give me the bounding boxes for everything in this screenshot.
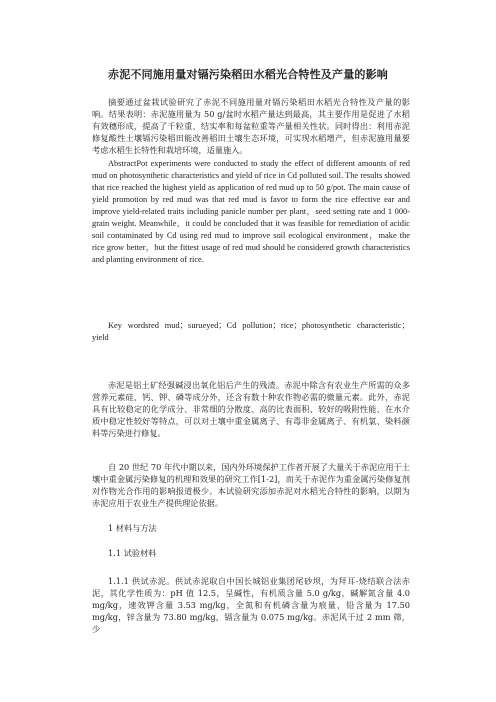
section-heading-materials-methods: 1 材料与方法	[108, 523, 157, 533]
subsection-heading-test-materials: 1.1 试验材料	[108, 548, 157, 558]
keywords: Key wordsred mud；surueyed；Cd pollution；rice；photosynthetic characteristic；yield	[92, 321, 410, 342]
abstract-english: AbstractPot experiments were conducted to study the effect of different amounts of red mud on photosynthetic characteristics and yield of rice in Cd polluted soil. The results showed that rice reached the highest yield as application of red mud up to 50 g/pot. The main cause of yield promotion by red mud was that red mud is favor to form the rice effective ear and improve yield-related traits including panicle number per plant，seed setting rate and 1 000-grain weight. Meanwhile，it could be concluded that it was feasible for remediation of acidic soil contaminated by Cd using red mud to improve soil ecological environment，make the rice grow better，but the fittest usage of red mud should be considered growth characteristics and planting environment of rice.	[92, 159, 410, 264]
paper-title: 赤泥不同施用量对镉污染稻田水稻光合特性及产量的影响	[108, 68, 388, 81]
paragraph-red-mud: 1.1.1 供试赤泥。供试赤泥取自中国长城铝业集团尾砂坝，为拜耳-烧结联合法赤泥，其化学性质为：pH 值 12.5，呈碱性，有机质含量 5.0 g/kg，碱解氮含量 4.0 mg/kg，速效钾含量 3.53 mg/kg，全氮和有机磷含量为痕量，铅含量为 17.50 mg/kg，锌含量为 73.80 mg/kg，镉含量为 0.075 mg/kg。赤泥风干过 2 mm 筛，少	[92, 576, 410, 634]
intro-paragraph-1: 赤泥是铝土矿经强碱浸出氧化铝后产生的残渣。赤泥中除含有农业生产所需的众多营养元素硅、钙、钾、磷等成分外，还含有数十种农作物必需的微量元素。此外，赤泥具有比较稳定的化学成分、非常细的分散度、高的比表面积、较好的吸附性能、在水介质中稳定性较好等特点，可以对土壤中重金属离子、有毒非金属离子、有机氯、染料颜料等污染进行修复。	[92, 380, 410, 438]
abstract-chinese: 摘要通过盆栽试验研究了赤泥不同施用量对镉污染稻田水稻光合特性及产量的影响。结果表明：赤泥施用量为 50 g/盆时水稻产量达到最高，其主要作用是促进了水稻有效穗形成，提高了千粒重、结实率和每盆粒重等产量相关性状。同时得出：利用赤泥修复酸性土壤镉污染稻田能改善稻田土壤生态环境，可实现水稻增产，但赤泥施用量要考虑水稻生长特性和栽培环境，适量施入。	[92, 97, 410, 155]
intro-paragraph-2: 自 20 世纪 70 年代中期以来，国内外环境保护工作者开展了大量关于赤泥应用于土壤中重金属污染修复的机理和效果的研究工作[1-2]，而关于赤泥作为重金属污染修复剂对作物光合作用的影响报道极少。本试验研究添加赤泥对水稻光合特性的影响，以期为赤泥应用于农业生产提供理论依据。	[92, 462, 410, 508]
